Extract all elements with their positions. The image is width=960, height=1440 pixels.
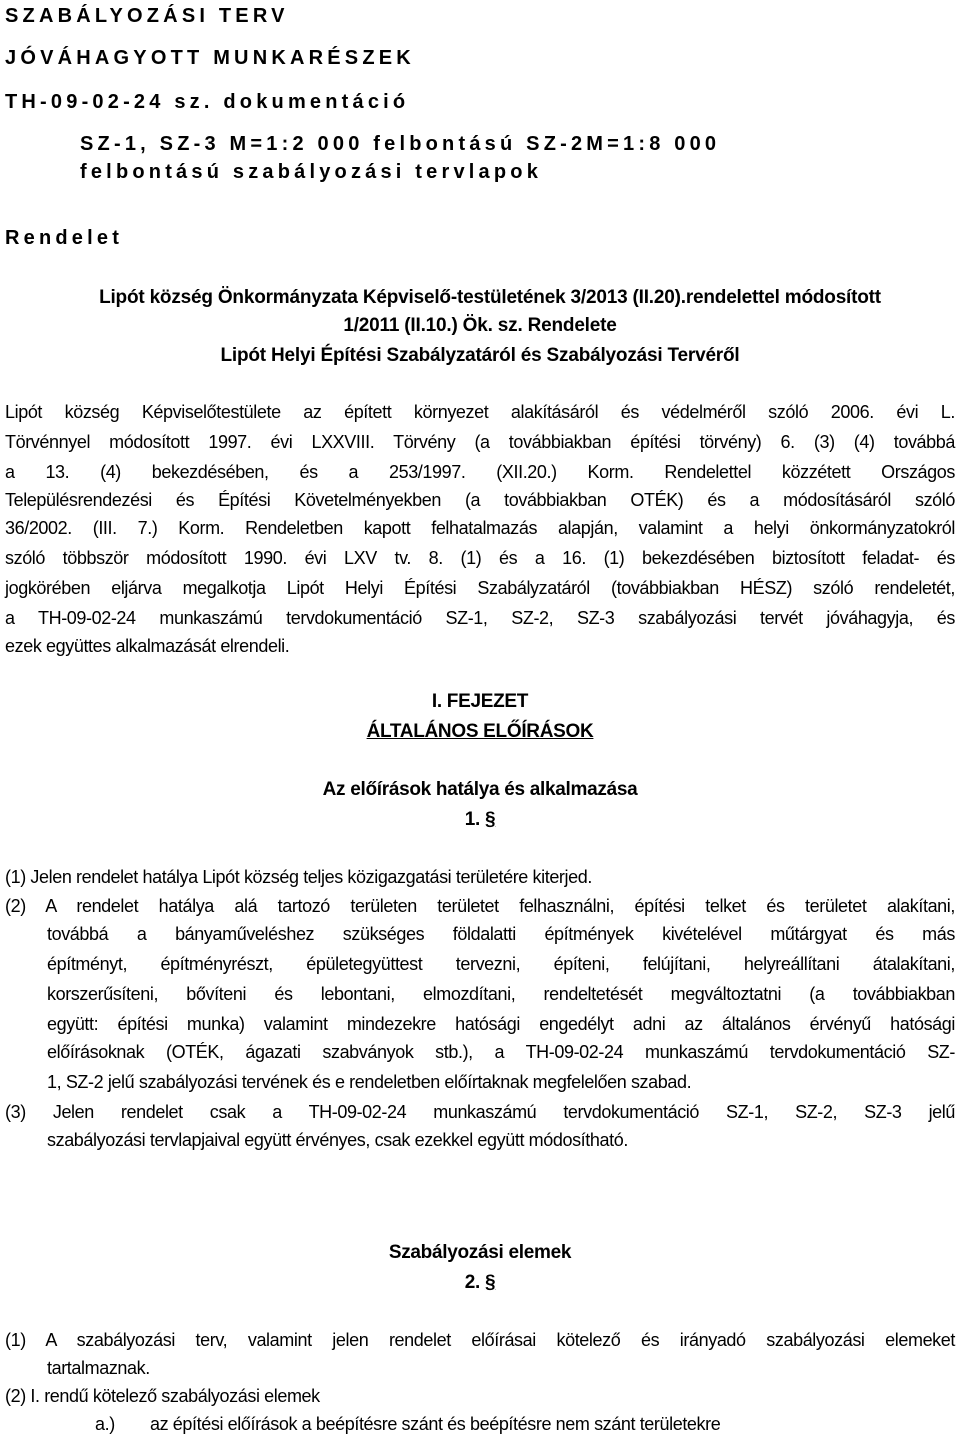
section-1-item-3-line: szabályozási tervlapjaival együtt érvényes, csak ezekkel együtt módosítható.	[47, 1130, 628, 1150]
preamble-line: a 13. (4) bekezdésében, és a 253/1997. (XII.20.) Korm. Rendelettel közzétett Országos	[5, 462, 955, 482]
approved-parts-title: JÓVÁHAGYOTT MUNKARÉSZEK	[5, 47, 415, 69]
decree-title-line-2: 1/2011 (II.10.) Ök. sz. Rendelete	[343, 315, 617, 336]
preamble-line: a TH-09-02-24 munkaszámú tervdokumentáció SZ-1, SZ-2, SZ-3 szabályozási tervét jóváhagyja, és	[5, 608, 955, 628]
section-2-item-2a-marker: a.)	[95, 1414, 115, 1434]
decree-title-line-3: Lipót Helyi Építési Szabályzatáról és Szabályozási Tervéről	[220, 345, 740, 366]
preamble-line: jogkörében eljárva megalkotja Lipót Helyi Építési Szabályzatáról (továbbiakban HÉSZ) szóló rendeletét,	[5, 578, 955, 598]
paragraph-symbol: §	[484, 809, 496, 830]
section-1-item-1: (1) Jelen rendelet hatálya Lipót község teljes közigazgatási területére kiterjed.	[5, 867, 592, 887]
section-1-item-2-line: korszerűsíteni, bővíteni és lebontani, elmozdítani, rendeltetését megváltoztatni (a továbbiakban	[47, 984, 955, 1004]
section-2-item-2a-text: az építési előírások a beépítésre szánt és beépítésre nem szánt területekre	[150, 1414, 721, 1434]
section-1-item-3-line: (3) Jelen rendelet csak a TH-09-02-24 munkaszámú tervdokumentáció SZ-1, SZ-2, SZ-3 jelű	[5, 1102, 955, 1122]
section-1-item-2-line: 1, SZ-2 jelű szabályozási tervének és e rendeletben előírtaknak megfelelően szabad.	[47, 1072, 692, 1092]
section-2-number: 2. §	[464, 1272, 496, 1293]
section-1-title: Az előírások hatálya és alkalmazása	[322, 779, 638, 800]
chapter-title: ÁLTALÁNOS ELŐÍRÁSOK	[366, 721, 594, 742]
section-2-item-1-line: (1) A szabályozási terv, valamint jelen rendelet előírásai kötelező és irányadó szabályozási elemeket	[5, 1330, 955, 1350]
section-1-item-2-line: (2) A rendelet hatálya alá tartozó területen területet felhasználni, építési telket és területet alakítani,	[5, 896, 955, 916]
decree-title-line-1: Lipót község Önkormányzata Képviselő-testületének 3/2013 (II.20).rendelettel módosított	[99, 287, 881, 308]
chapter-number: I. FEJEZET	[431, 691, 529, 712]
sheets-line-1: SZ-1, SZ-3 M=1:2 000 felbontású SZ-2M=1:8 000	[80, 133, 721, 155]
preamble-line: ezek együttes alkalmazását elrendeli.	[5, 636, 290, 656]
section-2-item-2: (2) I. rendű kötelező szabályozási elemek	[5, 1386, 320, 1406]
sheets-line-2: felbontású szabályozási tervlapok	[80, 161, 543, 183]
section-1-item-2-line: továbbá a bányaműveléshez szükséges földalatti építmények kivételével műtárgyat és más	[47, 924, 955, 944]
section-2-item-1-line: tartalmaznak.	[47, 1358, 150, 1378]
preamble-line: Településrendezési és Építési Követelményekben (a továbbiakban OTÉK) és a módosításáról szóló	[5, 490, 955, 510]
documentation-id: TH-09-02-24 sz. dokumentáció	[5, 91, 410, 113]
preamble-line: Törvénnyel módosított 1997. évi LXXVIII. Törvény (a továbbiakban építési törvény) 6. (3) (4) továbbá	[5, 432, 955, 452]
preamble-line: szóló többször módosított 1990. évi LXV tv. 8. (1) és a 16. (1) bekezdésében biztosított feladat- és	[5, 548, 955, 568]
section-2-title: Szabályozási elemek	[388, 1242, 572, 1263]
plan-title: SZABÁLYOZÁSI TERV	[5, 5, 289, 27]
paragraph-symbol: §	[484, 1272, 496, 1293]
section-1-item-2-line: előírásoknak (OTÉK, ágazati szabványok stb.), a TH-09-02-24 munkaszámú tervdokumentáció SZ-	[47, 1042, 955, 1062]
rendelet-heading: Rendelet	[5, 227, 124, 249]
preamble-line: 36/2002. (III. 7.) Korm. Rendeletben kapott felhatalmazás alapján, valamint a helyi önkormányzatokról	[5, 518, 955, 538]
preamble-line: Lipót község Képviselőtestülete az épített környezet alakításáról és védelméről szóló 2006. évi L.	[5, 402, 955, 422]
section-1-item-2-line: együtt: építési munka) valamint mindezekre hatósági engedélyt adni az általános érvényű hatósági	[47, 1014, 955, 1034]
section-1-item-2-line: építményt, építményrészt, épületegyüttest tervezni, építeni, felújítani, helyreállítani átalakítani,	[47, 954, 955, 974]
section-1-number: 1. §	[464, 809, 496, 830]
